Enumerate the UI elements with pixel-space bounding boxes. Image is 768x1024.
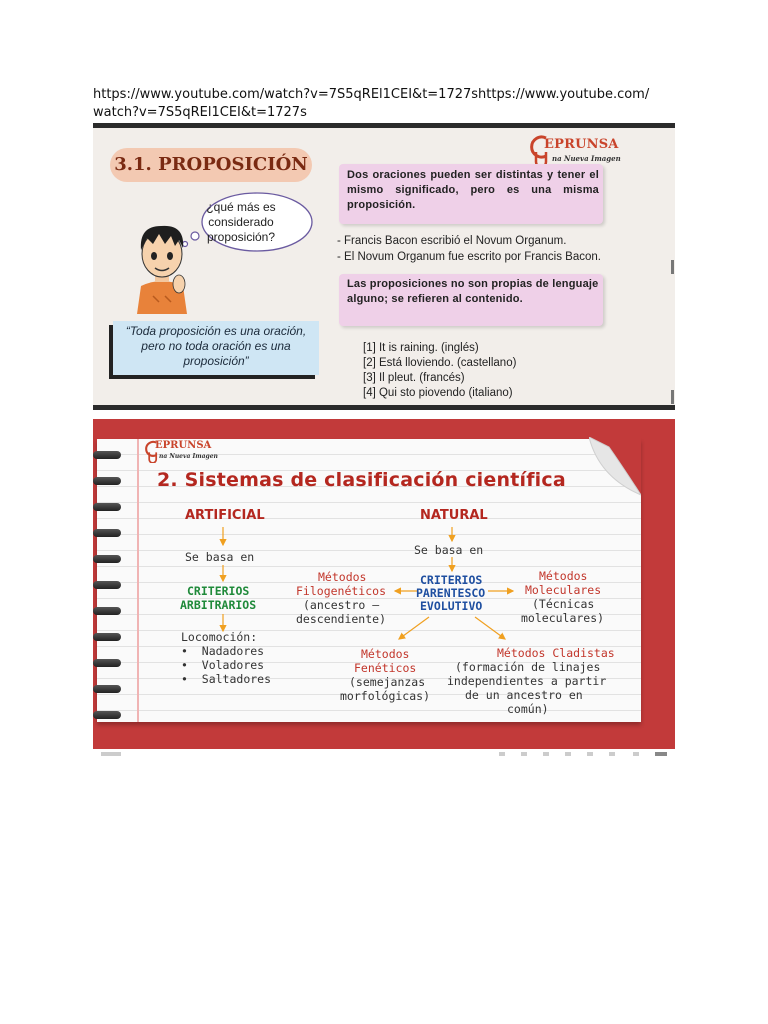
feneticos-desc-2: morfológicas)	[340, 689, 431, 703]
cladistas-desc-1: (formación de linajes	[455, 660, 601, 674]
feneticos-title-1: Métodos	[361, 647, 410, 661]
info-box-same-meaning-text: Dos oraciones pueden ser distintas y tener el mismo significado, pero es una misma proposición.	[347, 169, 599, 211]
natural-basis: Se basa en	[414, 543, 484, 557]
control-icon[interactable]	[521, 752, 527, 756]
locomotion-title: Locomoción:	[181, 630, 258, 644]
artificial-criteria-2: ARBITRARIOS	[180, 598, 257, 612]
filogeneticos-title-1: Métodos	[318, 570, 367, 584]
language-example: [3] Il pleut. (francés)	[363, 372, 465, 384]
locomotion-item: • Saltadores	[181, 672, 272, 686]
artificial-criteria-1: CRITERIOS	[187, 584, 250, 598]
slide-title: 3.1. PROPOSICIÓN	[110, 148, 312, 182]
locomotion-item: • Nadadores	[181, 644, 265, 658]
natural-criteria-3: EVOLUTIVO	[420, 599, 483, 613]
slide-clasificacion	[93, 419, 675, 749]
artificial-basis: Se basa en	[185, 550, 255, 564]
natural-criteria-1: CRITERIOS	[420, 573, 483, 587]
control-icon[interactable]	[565, 752, 571, 756]
moleculares-title-1: Métodos	[539, 569, 588, 583]
logo-subtext: na Nueva Imagen	[159, 453, 218, 460]
slide-proposicion	[93, 123, 675, 410]
feneticos-desc-1: (semejanzas	[349, 675, 426, 689]
moleculares-desc-1: (Técnicas	[532, 597, 595, 611]
logo-text: EPRUNSA	[155, 440, 212, 451]
quote-text: “Toda proposición es una oración, pero no toda oración es una proposición”	[125, 324, 307, 368]
bubble-question: ¿qué más es considerado proposición?	[206, 200, 276, 244]
slide-title: 2. Sistemas de clasificación científica	[157, 469, 566, 491]
logo-text: EPRUNSA	[544, 137, 619, 152]
info-box-language-text: Las proposiciones no son propias de lenguaje alguno; se refieren al contenido.	[347, 278, 599, 305]
control-icon[interactable]	[609, 752, 615, 756]
control-icon[interactable]	[587, 752, 593, 756]
control-icon[interactable]	[543, 752, 549, 756]
example-line: - Francis Bacon escribió el Novum Organum.	[337, 235, 567, 247]
filogeneticos-desc-1: (ancestro –	[303, 598, 380, 612]
filogeneticos-title-2: Filogenéticos	[296, 584, 387, 598]
scrollbar-handle[interactable]	[671, 260, 674, 274]
moleculares-title-2: Moleculares	[525, 583, 602, 597]
control-icon[interactable]	[655, 752, 667, 756]
control-icon[interactable]	[633, 752, 639, 756]
artificial-header: ARTIFICIAL	[185, 508, 265, 523]
cladistas-title: Métodos Cladistas	[497, 646, 615, 660]
filogeneticos-desc-2: descendiente)	[296, 612, 387, 626]
cladistas-desc-2: independientes a partir	[447, 674, 607, 688]
source-url[interactable]: https://www.youtube.com/watch?v=7S5qREl1CEI&t=1727shttps://www.youtube.com/watch?v=7S5qREl1CEI&t=1727s	[93, 87, 650, 120]
natural-criteria-2: PARENTESCO	[416, 586, 486, 600]
feneticos-title-2: Fenéticos	[354, 661, 417, 675]
cartoon-boy-icon	[131, 218, 193, 314]
language-example: [2] Está lloviendo. (castellano)	[363, 357, 517, 369]
ceprunsa-logo	[530, 134, 625, 168]
example-line: - El Novum Organum fue escrito por Francis Bacon.	[337, 251, 601, 263]
locomotion-item: • Voladores	[181, 658, 265, 672]
control-icon[interactable]	[101, 752, 121, 756]
video-controls-strip	[93, 749, 675, 759]
control-icon[interactable]	[499, 752, 505, 756]
natural-header: NATURAL	[420, 508, 488, 523]
language-example: [4] Qui sto piovendo (italiano)	[363, 387, 513, 399]
moleculares-desc-2: moleculares)	[521, 611, 605, 625]
cladistas-desc-4: común)	[507, 702, 549, 716]
logo-subtext: na Nueva Imagen	[552, 154, 621, 163]
language-example: [1] It is raining. (inglés)	[363, 342, 479, 354]
scrollbar-handle[interactable]	[671, 390, 674, 404]
cladistas-desc-3: de un ancestro en	[465, 688, 583, 702]
